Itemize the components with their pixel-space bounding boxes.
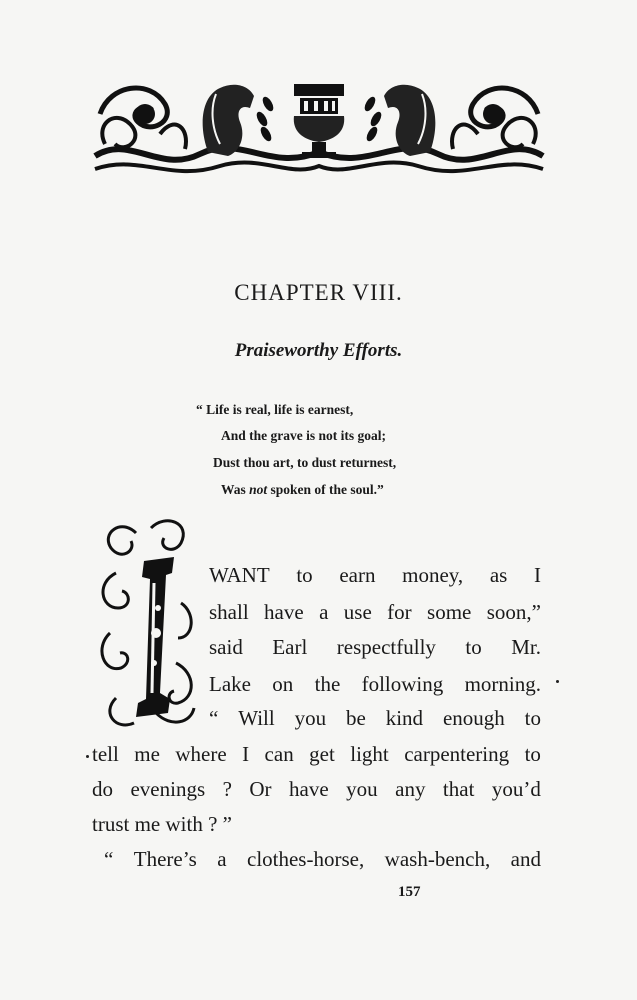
headpiece-illustration: [90, 74, 548, 184]
epigraph-line: And the grave is not its goal;: [221, 428, 386, 443]
body-line: WANT to earn money, as I: [209, 563, 541, 587]
epigraph-line: Dust thou art, to dust returnest,: [213, 455, 397, 470]
body-line: “ There’s a clothes-horse, wash-bench, and: [104, 847, 541, 871]
body-line: Lake on the following morning.: [209, 672, 541, 696]
epigraph-line: “ Life is real, life is earnest,: [196, 402, 354, 417]
body-line: do evenings ? Or have you any that you’d: [92, 777, 541, 801]
chapter-title: CHAPTER VIII.: [234, 280, 403, 305]
ornamental-headpiece: [90, 74, 548, 184]
ink-speck: [86, 755, 89, 758]
page-number: 157: [398, 884, 421, 900]
body-line: tell me where I can get light carpentering to: [92, 742, 541, 766]
ink-speck: [556, 680, 559, 683]
chapter-subtitle: Praiseworthy Efforts.: [234, 340, 403, 361]
ornamental-dropcap-icon: [96, 513, 204, 735]
body-line: “ Will you be kind enough to: [209, 706, 541, 730]
dropcap-illustration: [96, 513, 204, 735]
body-line: trust me with ? ”: [92, 812, 232, 836]
body-line: said Earl respectfully to Mr.: [209, 635, 541, 659]
epigraph-line: Was not spoken of the soul.”: [221, 482, 384, 497]
body-line: shall have a use for some soon,”: [209, 600, 541, 624]
